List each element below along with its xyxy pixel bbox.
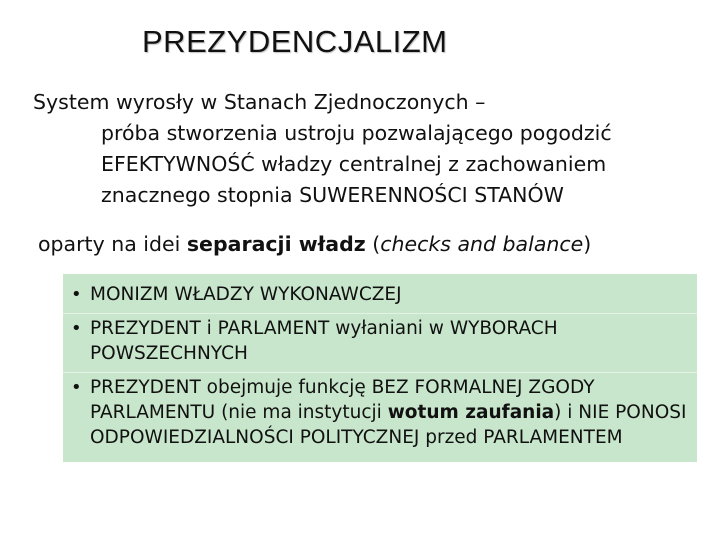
bullet-item-2 [63,313,697,372]
bullet-3-part-2: ) i NIE PONOSI ODPOWIEDZIALNOŚCI POLITYCZNEJ przed PARLAMENTEM [90,402,687,448]
bullet-text-2: PREZYDENT i PARLAMENT wyłaniani w WYBORACH POWSZECHNYCH [90,318,558,364]
bullet-text-3 [90,375,697,450]
basis-suffix: ) [583,232,592,256]
basis-bold-term: separacji władz [186,232,366,256]
intro-line-4: znacznego stopnia SUWERENNOŚCI STANÓW [101,183,564,207]
bullet-item-1 [63,280,697,313]
basis-middle: ( [365,232,381,256]
intro-line-2: próba stworzenia ustroju pozwalającego pogodzić [101,121,612,145]
bullet-item-3 [63,372,697,456]
basis-prefix: oparty na idei [38,232,187,256]
basis-italic-term: checks and balance [380,232,584,256]
intro-paragraph [33,87,713,211]
basis-sentence [38,229,591,260]
bullet-3-bold-term: wotum zaufania [387,402,555,423]
bullet-text-1: MONIZM WŁADZY WYKONAWCZEJ [90,284,402,305]
bullet-3-part-1: PREZYDENT obejmuje funkcję BEZ FORMALNEJ ZGODY PARLAMENTU (nie ma instytucji [90,377,595,423]
features-box [63,274,697,462]
slide-title: PREZYDENCJALIZM [142,24,448,59]
bullet-icon: • [71,377,82,398]
intro-line-1: System wyrosły w Stanach Zjednoczonych – [33,90,486,114]
bullet-icon: • [71,318,82,339]
intro-line-3: EFEKTYWNOŚĆ władzy centralnej z zachowaniem [101,152,607,176]
bullet-icon: • [71,284,82,305]
